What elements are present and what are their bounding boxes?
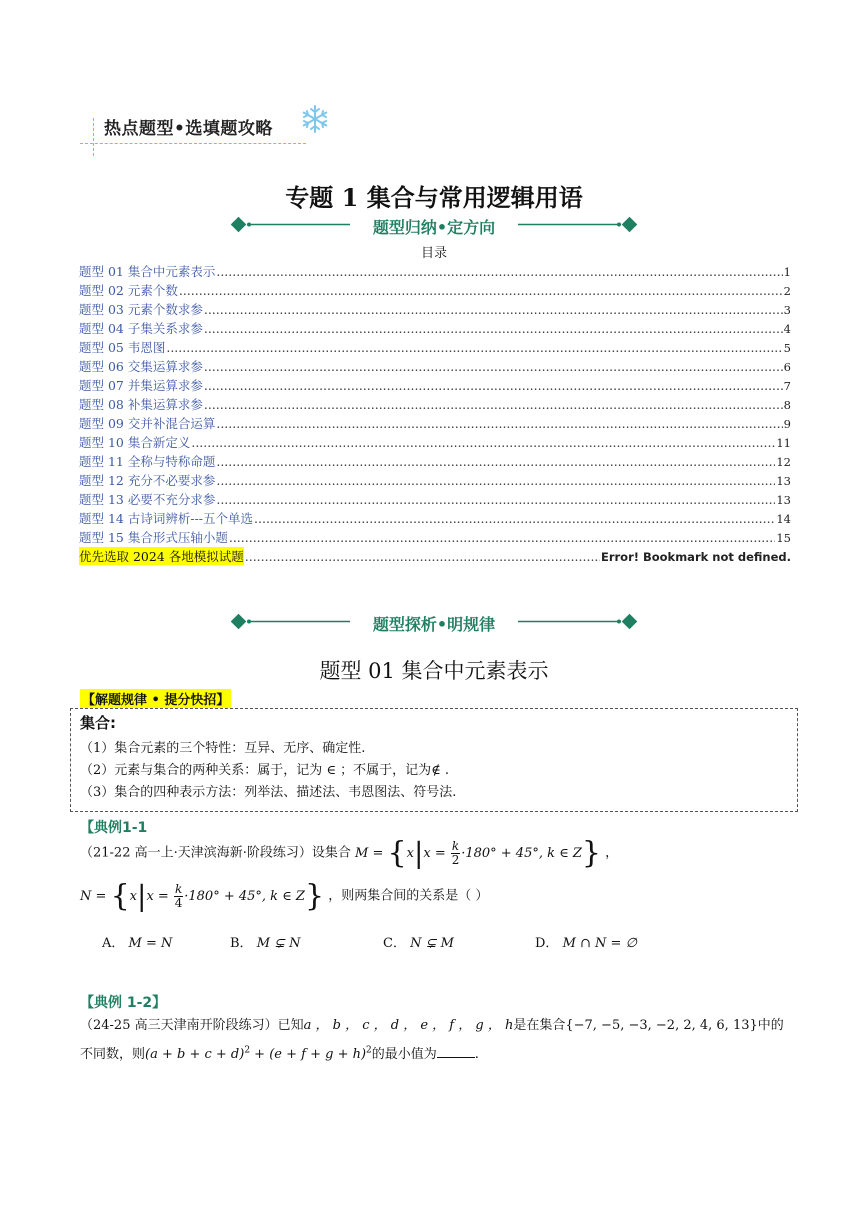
toc-leader-dots xyxy=(245,549,600,564)
denominator: 4 xyxy=(174,895,183,910)
option-d[interactable] xyxy=(535,932,637,951)
example-1-1-title: 【典例1-1 xyxy=(80,820,148,836)
toc-leader-dots xyxy=(254,511,775,526)
brand-title: 热点题型•选填题攻略 xyxy=(104,119,273,139)
formula-tail: ·180° + 45°, k ∈ Z xyxy=(184,888,305,904)
toc-entry-label: 题型 14 古诗词辨析---五个单选 xyxy=(79,511,254,526)
separator-bar: | xyxy=(137,879,147,912)
right-brace: } xyxy=(581,835,602,870)
toc-entry-page: 12 xyxy=(776,455,791,469)
toc-entry-label: 题型 08 补集运算求参 xyxy=(79,397,203,412)
toc-entry-label: 题型 02 元素个数 xyxy=(79,283,178,298)
toc-entry-label: 优先选取 2024 各地模拟试题 xyxy=(79,549,244,564)
toc-entry-label: 题型 11 全称与特称命题 xyxy=(79,454,216,469)
right-brace: } xyxy=(304,878,325,913)
toc-entry-page: 4 xyxy=(783,322,791,336)
toc-entry[interactable] xyxy=(79,509,791,528)
option-expr: N ⊊ M xyxy=(410,936,454,951)
toc-entry-label: 题型 01 集合中元素表示 xyxy=(79,264,216,279)
sum-expression-1: (a + b + c + d) xyxy=(145,1047,245,1062)
option-b[interactable] xyxy=(230,932,301,951)
brand-tick-line xyxy=(93,118,94,156)
tip-box-title: 集合: xyxy=(80,714,116,732)
number-set: {−7, −5, −3, −2, 2, 4, 6, 13} xyxy=(565,1018,758,1033)
separator-bar: | xyxy=(413,836,424,869)
toc-leader-dots xyxy=(216,416,782,431)
toc-entry-label: 题型 13 必要不充分求参 xyxy=(79,492,216,507)
option-c[interactable] xyxy=(383,932,454,951)
set-m-formula xyxy=(355,835,605,870)
toc-entry-page: 7 xyxy=(783,379,791,393)
toc-entry-page: 9 xyxy=(783,417,791,431)
document-title: 专题 1 集合与常用逻辑用语 xyxy=(285,183,583,212)
set-n-formula xyxy=(80,878,328,913)
option-expr: M = N xyxy=(128,936,173,951)
toc-entry[interactable] xyxy=(79,357,791,376)
plus-sign: + xyxy=(250,1047,270,1062)
variable: x xyxy=(129,888,137,904)
comma: ， xyxy=(605,845,619,861)
toc-leader-dots xyxy=(216,473,775,488)
toc-entry-label: 题型 09 交并补混合运算 xyxy=(79,416,216,431)
toc-entry-page: 13 xyxy=(776,493,791,507)
banner-summary-text: 题型归纳•定方向 xyxy=(372,218,496,237)
toc-entry-page: 13 xyxy=(776,474,791,488)
toc-entry[interactable] xyxy=(79,338,791,357)
option-key: D． xyxy=(535,936,559,951)
variable: x xyxy=(406,845,414,861)
toc-entry[interactable] xyxy=(79,281,791,300)
equals-sign: = xyxy=(372,845,384,861)
toc-leader-dots xyxy=(166,340,782,355)
fraction xyxy=(174,883,183,910)
text-segment: 的最小值为 xyxy=(371,1047,437,1062)
left-brace: { xyxy=(110,878,130,913)
example-1-1-line-1 xyxy=(80,835,619,870)
toc-leader-dots xyxy=(204,378,783,393)
variable-list: a ， b ， c ， d ， e ， f ， g ， h xyxy=(303,1018,514,1033)
option-key: B． xyxy=(230,936,253,951)
toc-entry-page: 1 xyxy=(783,265,791,279)
toc-leader-dots xyxy=(179,283,783,298)
denominator: 2 xyxy=(451,852,460,867)
toc-entry[interactable] xyxy=(79,490,791,509)
toc-entry-page: 8 xyxy=(783,398,791,412)
toc-entry-label: 题型 03 元素个数求参 xyxy=(79,302,203,317)
toc-entry-label: 题型 06 交集运算求参 xyxy=(79,359,203,374)
tip-line-2: （2）元素与集合的两种关系：属于，记为 ∈ ；不属于，记为∉ . xyxy=(80,763,450,778)
option-a[interactable] xyxy=(102,932,172,951)
toc-entry-page: Error! Bookmark not defined. xyxy=(600,550,791,564)
answer-blank[interactable] xyxy=(437,1057,475,1058)
toc-entry[interactable] xyxy=(79,528,791,547)
example-1-2-line-2 xyxy=(80,1043,479,1062)
tip-tag: 【解题规律 • 提分快招】 xyxy=(80,689,231,708)
toc-leader-dots xyxy=(229,530,776,545)
set-name: M xyxy=(355,845,369,861)
equals-sign: = xyxy=(434,845,446,861)
formula-tail: ·180° + 45°, k ∈ Z xyxy=(461,845,582,861)
left-brace: { xyxy=(387,835,407,870)
toc-entry[interactable] xyxy=(79,471,791,490)
option-key: A． xyxy=(102,936,125,951)
example-source: （24-25 高三天津南开阶段练习）已知 xyxy=(80,1018,304,1033)
banner-summary xyxy=(225,214,643,238)
period: . xyxy=(474,1047,479,1062)
table-of-contents xyxy=(79,262,791,566)
toc-entry-page: 3 xyxy=(783,303,791,317)
toc-entry-label: 题型 12 充分不必要求参 xyxy=(79,473,216,488)
sum-expression-2: (e + f + g + h) xyxy=(269,1047,367,1062)
example-1-1-line-2 xyxy=(80,878,489,913)
toc-entry[interactable] xyxy=(79,452,791,471)
toc-entry[interactable] xyxy=(79,262,791,281)
tip-line-3: （3）集合的四种表示方法：列举法、描述法、韦恩图法、符号法. xyxy=(80,785,457,800)
variable: x xyxy=(146,888,154,904)
toc-entry[interactable] xyxy=(79,414,791,433)
toc-entry-page: 11 xyxy=(776,436,791,450)
example-source: （21-22 高一上·天津滨海新·阶段练习）设集合 xyxy=(80,845,351,861)
text-segment: 是在集合 xyxy=(513,1018,566,1033)
set-name: N xyxy=(80,888,92,904)
toc-leader-dots xyxy=(216,264,782,279)
equals-sign: = xyxy=(95,888,107,904)
toc-entry-label: 题型 15 集合形式压轴小题 xyxy=(79,530,228,545)
toc-entry[interactable] xyxy=(79,319,791,338)
toc-entry-label: 题型 10 集合新定义 xyxy=(79,435,191,450)
text-segment: 不同数，则 xyxy=(80,1047,146,1062)
option-expr: M ⊊ N xyxy=(256,936,301,951)
toc-entry[interactable] xyxy=(79,433,791,452)
toc-leader-dots xyxy=(204,321,783,336)
toc-leader-dots xyxy=(216,492,775,507)
snowflake-icon xyxy=(300,104,330,134)
toc-entry-page: 15 xyxy=(776,531,791,545)
toc-leader-dots xyxy=(204,302,783,317)
variable: x xyxy=(423,845,431,861)
fraction xyxy=(451,840,460,867)
toc-entry[interactable] xyxy=(79,376,791,395)
toc-leader-dots xyxy=(191,435,775,450)
option-key: C． xyxy=(383,936,406,951)
toc-entry-page: 14 xyxy=(776,512,791,526)
toc-entry-label: 题型 04 子集关系求参 xyxy=(79,321,203,336)
toc-entry-page: 5 xyxy=(783,341,791,355)
toc-entry-label: 题型 07 并集运算求参 xyxy=(79,378,203,393)
toc-leader-dots xyxy=(216,454,775,469)
toc-entry-page: 6 xyxy=(783,360,791,374)
banner-analysis-text: 题型探析•明规律 xyxy=(372,615,496,634)
toc-entry[interactable] xyxy=(79,300,791,319)
text-segment: 中的 xyxy=(757,1018,784,1033)
example-1-2-title: 【典例 1-2】 xyxy=(80,995,167,1011)
toc-entry[interactable] xyxy=(79,547,791,566)
section-title: 题型 01 集合中元素表示 xyxy=(319,659,549,683)
tip-line-1: （1）集合元素的三个特性：互异、无序、确定性. xyxy=(80,741,366,756)
toc-entry-label: 题型 05 韦恩图 xyxy=(79,340,166,355)
toc-entry[interactable] xyxy=(79,395,791,414)
example-1-2-line-1 xyxy=(80,1014,784,1033)
toc-leader-dots xyxy=(204,397,783,412)
toc-heading: 目录 xyxy=(420,246,447,261)
numerator: k xyxy=(174,881,183,896)
exponent: 2 xyxy=(244,1045,251,1056)
exponent: 2 xyxy=(366,1045,372,1056)
toc-leader-dots xyxy=(204,359,783,374)
equals-sign: = xyxy=(157,888,169,904)
question-text: ，则两集合间的关系是（ ） xyxy=(328,888,489,904)
toc-entry-page: 2 xyxy=(783,284,791,298)
numerator: k xyxy=(451,838,460,853)
option-expr: M ∩ N = ∅ xyxy=(562,936,637,951)
brand-underline xyxy=(80,143,306,144)
banner-analysis xyxy=(225,611,643,635)
